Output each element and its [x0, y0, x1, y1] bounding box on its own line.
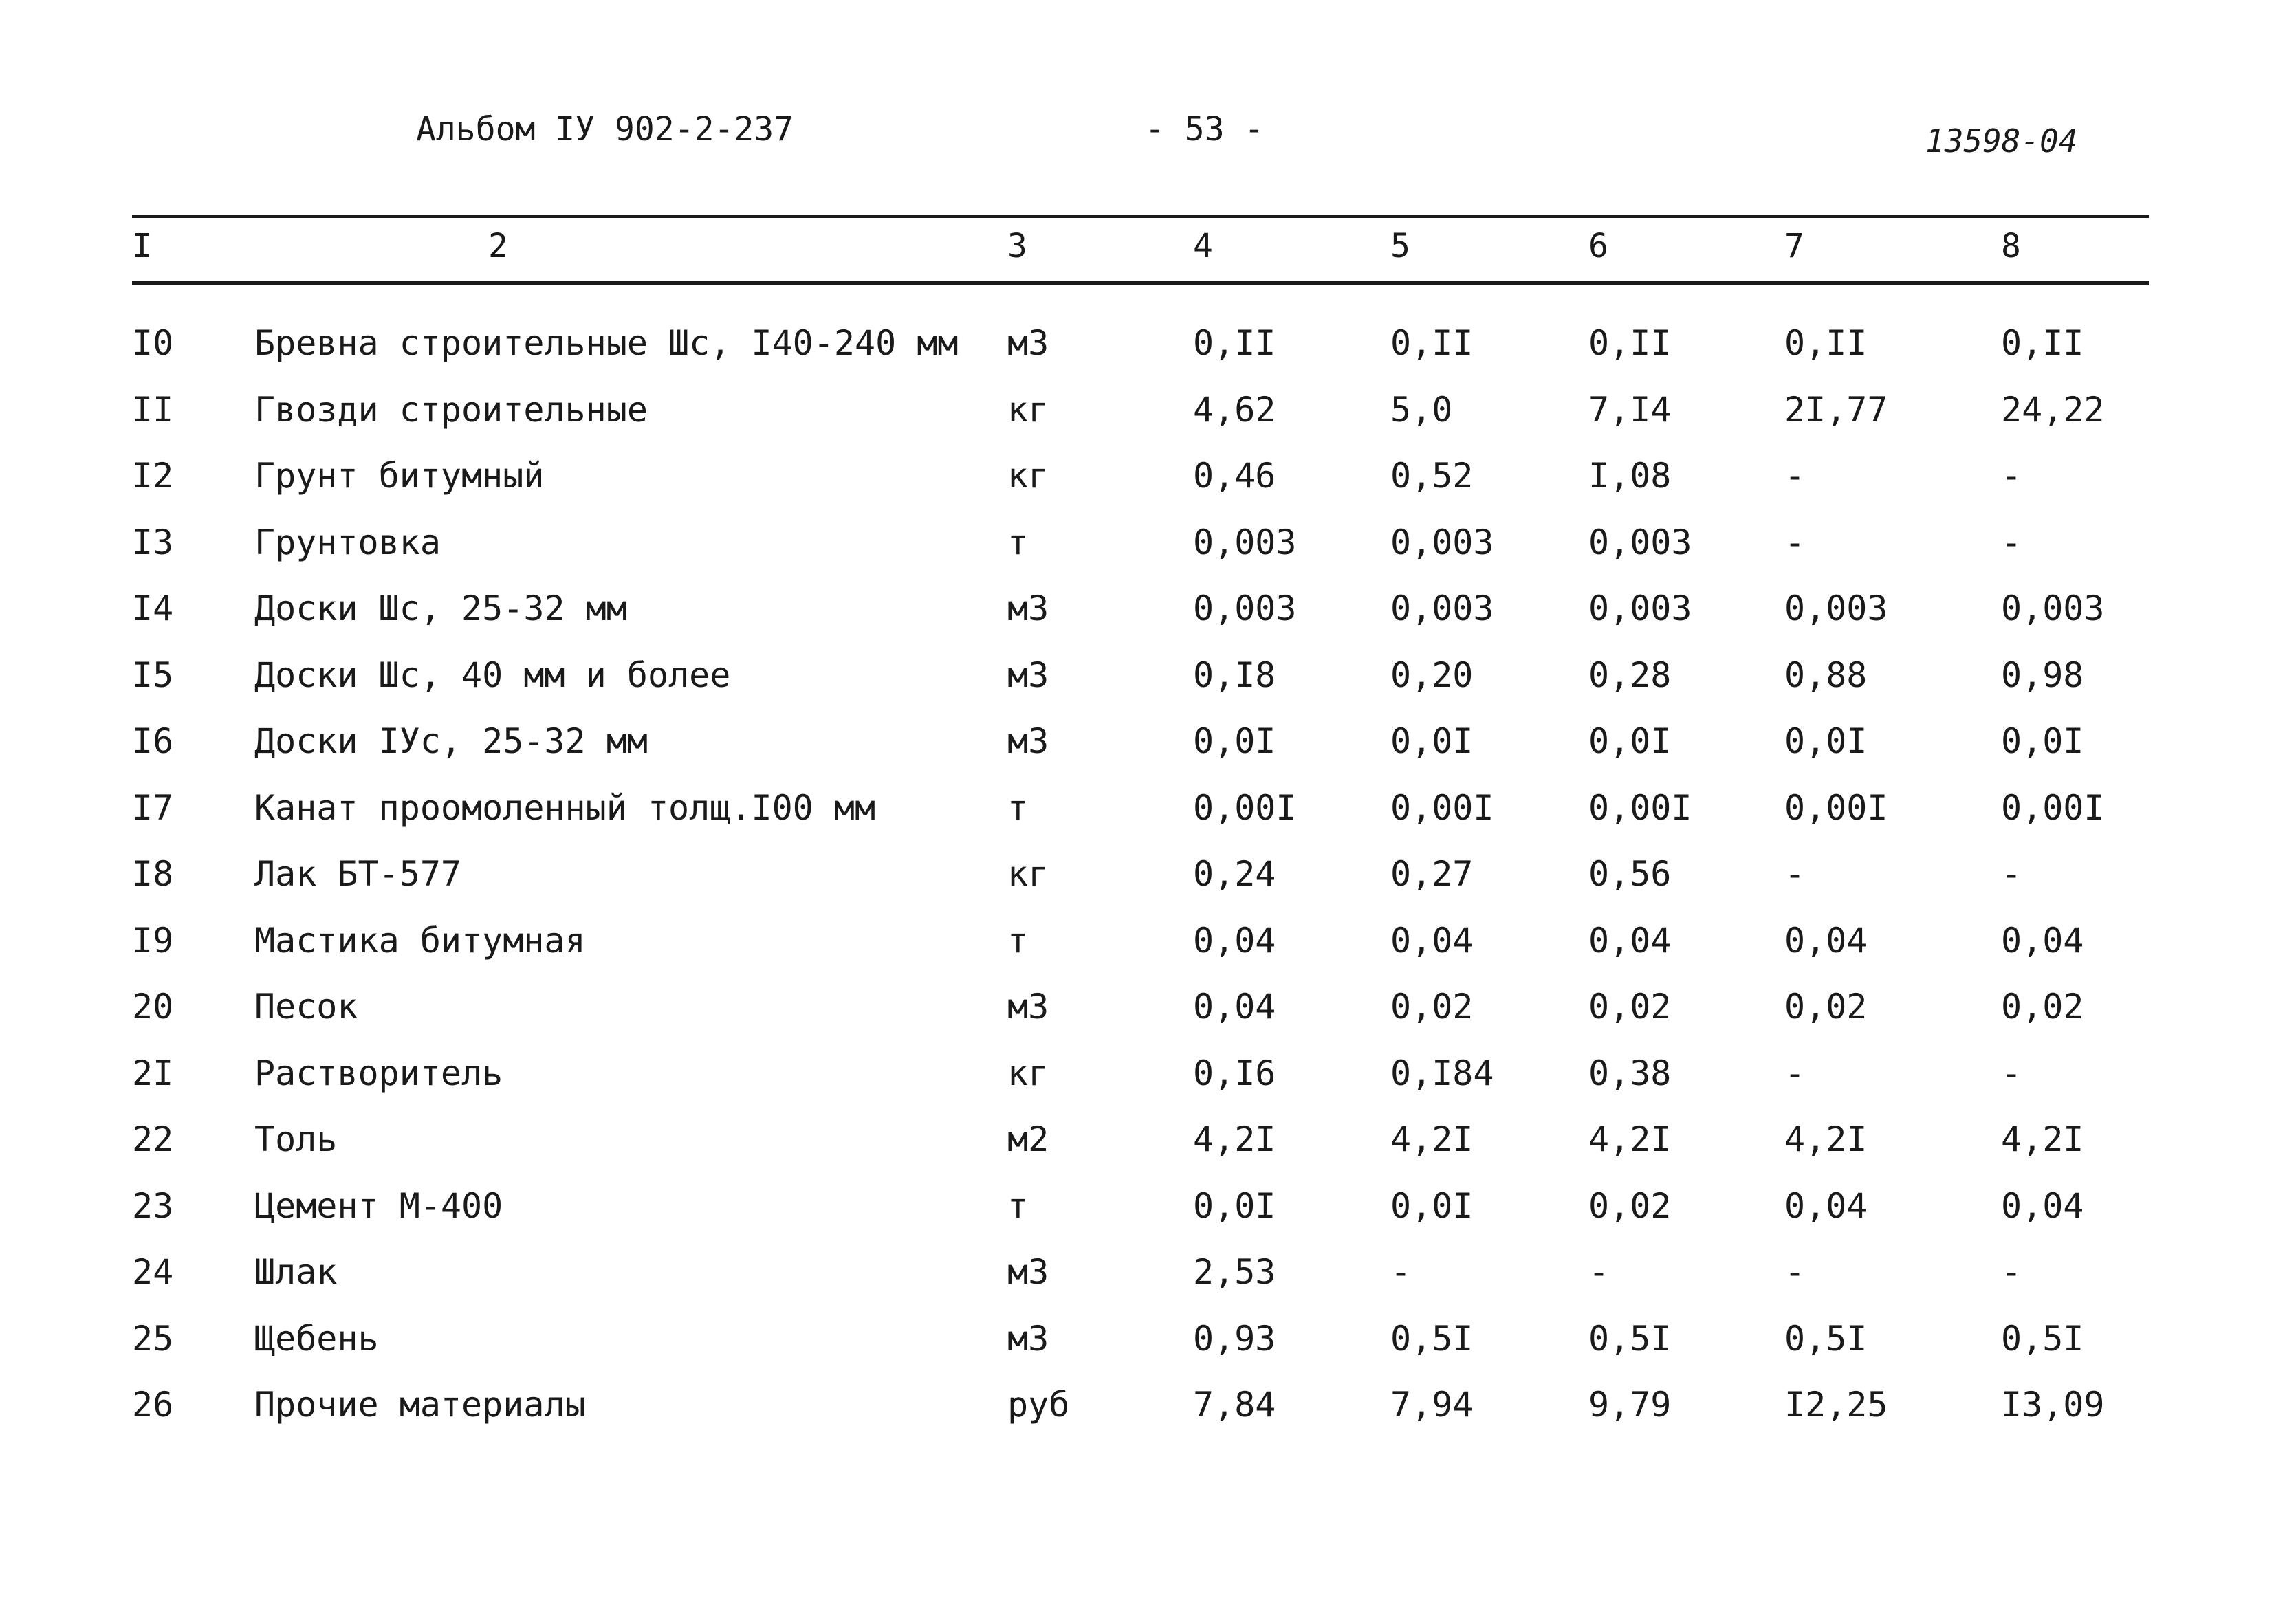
row-number: 2I [132, 1053, 174, 1093]
value-col-8: - [2001, 522, 2022, 562]
row-number: II [132, 389, 174, 430]
row-number: I2 [132, 456, 174, 496]
material-name: Песок [254, 987, 358, 1027]
material-name: Щебень [254, 1318, 379, 1359]
value-col-7: 0,88 [1784, 655, 1868, 695]
value-col-6: 0,003 [1588, 589, 1692, 628]
unit: руб [1007, 1385, 1070, 1425]
value-col-5: 4,2I [1390, 1119, 1474, 1159]
unit: кг [1007, 456, 1049, 496]
value-col-5: 0,0I [1390, 721, 1474, 761]
value-col-4: 0,0I [1193, 721, 1276, 761]
table-row [0, 655, 2274, 722]
value-col-5: 0,27 [1390, 854, 1474, 894]
value-col-4: 4,2I [1193, 1119, 1276, 1159]
value-col-7: 0,II [1784, 323, 1868, 363]
value-col-6: 0,II [1588, 323, 1672, 363]
value-col-4: 0,003 [1193, 522, 1297, 562]
unit: т [1007, 522, 1029, 562]
col-num-7: 7 [1784, 227, 1804, 265]
value-col-6: 7,I4 [1588, 389, 1672, 430]
table-row [0, 1385, 2274, 1451]
unit: м2 [1007, 1119, 1049, 1159]
value-col-6: 0,04 [1588, 920, 1672, 961]
material-name: Лак БТ-577 [254, 854, 462, 894]
value-col-6: - [1588, 1252, 1610, 1292]
value-col-7: 0,02 [1784, 987, 1868, 1027]
unit: м3 [1007, 987, 1049, 1027]
unit: кг [1007, 854, 1049, 894]
material-name: Доски IУс, 25-32 мм [254, 721, 648, 761]
value-col-6: 4,2I [1588, 1119, 1672, 1159]
col-num-3: 3 [1007, 227, 1027, 265]
row-number: I6 [132, 721, 174, 761]
value-col-5: 0,5I [1390, 1318, 1474, 1359]
value-col-5: 0,003 [1390, 589, 1494, 628]
col-num-6: 6 [1588, 227, 1608, 265]
unit: т [1007, 1185, 1029, 1226]
album-title: Альбом IУ 902-2-237 [416, 110, 794, 149]
value-col-4: 0,I8 [1193, 655, 1276, 695]
table-row [0, 1186, 2274, 1253]
value-col-6: 0,0I [1588, 721, 1672, 761]
value-col-8: - [2001, 456, 2022, 496]
col-num-5: 5 [1390, 227, 1410, 265]
value-col-8: 0,98 [2001, 655, 2084, 695]
row-number: 22 [132, 1119, 174, 1159]
unit: м3 [1007, 1318, 1049, 1359]
table-row [0, 721, 2274, 788]
material-name: Гвозди строительные [254, 389, 648, 430]
value-col-5: 0,20 [1390, 655, 1474, 695]
value-col-7: - [1784, 522, 1806, 562]
value-col-8: - [2001, 1053, 2022, 1093]
material-name: Мастика битумная [254, 920, 586, 961]
material-name: Цемент М-400 [254, 1185, 503, 1226]
value-col-8: 0,5I [2001, 1318, 2084, 1359]
value-col-7: 0,0I [1784, 721, 1868, 761]
value-col-5: 0,II [1390, 323, 1474, 363]
row-number: I9 [132, 920, 174, 961]
value-col-4: 0,00I [1193, 787, 1297, 828]
value-col-5: 7,94 [1390, 1385, 1474, 1425]
value-col-7: 4,2I [1784, 1119, 1868, 1159]
value-col-4: 0,0I [1193, 1185, 1276, 1226]
value-col-4: 0,II [1193, 323, 1276, 363]
value-col-6: 0,02 [1588, 1185, 1672, 1226]
value-col-5: 5,0 [1390, 389, 1453, 430]
value-col-4: 0,93 [1193, 1318, 1276, 1359]
material-name: Доски Шс, 25-32 мм [254, 589, 627, 628]
value-col-6: 0,38 [1588, 1053, 1672, 1093]
unit: кг [1007, 1053, 1049, 1093]
value-col-8: 0,02 [2001, 987, 2084, 1027]
value-col-8: - [2001, 1252, 2022, 1292]
value-col-5: 0,0I [1390, 1185, 1474, 1226]
value-col-8: 4,2I [2001, 1119, 2084, 1159]
value-col-5: 0,003 [1390, 522, 1494, 562]
value-col-4: 0,04 [1193, 987, 1276, 1027]
unit: м3 [1007, 589, 1049, 628]
table-row [0, 1252, 2274, 1319]
col-num-4: 4 [1193, 227, 1213, 265]
value-col-8: 24,22 [2001, 389, 2105, 430]
row-number: I8 [132, 854, 174, 894]
value-col-4: 2,53 [1193, 1252, 1276, 1292]
value-col-8: 0,00I [2001, 787, 2105, 828]
header-rule [132, 281, 2149, 285]
value-col-7: - [1784, 1053, 1806, 1093]
material-name: Грунтовка [254, 522, 441, 562]
value-col-4: 7,84 [1193, 1385, 1276, 1425]
table-row [0, 589, 2274, 655]
value-col-6: 0,5I [1588, 1318, 1672, 1359]
column-numbers [0, 227, 2274, 268]
value-col-4: 0,I6 [1193, 1053, 1276, 1093]
value-col-8: 0,04 [2001, 1185, 2084, 1226]
value-col-8: 0,II [2001, 323, 2084, 363]
table-row [0, 1119, 2274, 1186]
row-number: I5 [132, 655, 174, 695]
row-number: 25 [132, 1318, 174, 1359]
table-row [0, 987, 2274, 1053]
value-col-6: 0,28 [1588, 655, 1672, 695]
unit: м3 [1007, 721, 1049, 761]
value-col-8: 0,0I [2001, 721, 2084, 761]
value-col-7: - [1784, 854, 1806, 894]
value-col-7: 0,00I [1784, 787, 1888, 828]
value-col-8: 0,003 [2001, 589, 2105, 628]
value-col-7: 0,5I [1784, 1318, 1868, 1359]
value-col-5: 0,02 [1390, 987, 1474, 1027]
table-row [0, 854, 2274, 921]
col-num-8: 8 [2001, 227, 2021, 265]
material-name: Канат проомоленный толщ.I00 мм [254, 787, 876, 828]
material-name: Растворитель [254, 1053, 503, 1093]
value-col-5: 0,04 [1390, 920, 1474, 961]
table-row [0, 1053, 2274, 1120]
table-row [0, 788, 2274, 855]
table-row [0, 523, 2274, 589]
value-col-5: 0,00I [1390, 787, 1494, 828]
value-col-7: 0,04 [1784, 920, 1868, 961]
unit: м3 [1007, 655, 1049, 695]
top-rule [132, 215, 2149, 218]
value-col-5: - [1390, 1252, 1412, 1292]
value-col-7: 0,04 [1784, 1185, 1868, 1226]
page-number: - 53 - [1145, 110, 1265, 149]
unit: т [1007, 787, 1029, 828]
unit: м3 [1007, 1252, 1049, 1292]
row-number: I4 [132, 589, 174, 628]
value-col-7: 2I,77 [1784, 389, 1888, 430]
value-col-4: 0,04 [1193, 920, 1276, 961]
material-name: Доски Шс, 40 мм и более [254, 655, 731, 695]
col-num-1: I [132, 227, 152, 265]
value-col-8: I3,09 [2001, 1385, 2105, 1425]
value-col-6: 0,003 [1588, 522, 1692, 562]
document-code: 13598-04 [1925, 122, 2078, 160]
value-col-4: 0,46 [1193, 456, 1276, 496]
material-name: Бревна строительные Шс, I40-240 мм [254, 323, 959, 363]
table-row [0, 1319, 2274, 1385]
value-col-6: I,08 [1588, 456, 1672, 496]
table-row [0, 456, 2274, 523]
table-row [0, 390, 2274, 457]
row-number: 23 [132, 1185, 174, 1226]
value-col-7: - [1784, 456, 1806, 496]
col-num-2: 2 [488, 227, 508, 265]
value-col-8: 0,04 [2001, 920, 2084, 961]
material-name: Толь [254, 1119, 338, 1159]
row-number: I0 [132, 323, 174, 363]
unit: т [1007, 920, 1029, 961]
value-col-7: - [1784, 1252, 1806, 1292]
value-col-6: 9,79 [1588, 1385, 1672, 1425]
value-col-6: 0,00I [1588, 787, 1692, 828]
row-number: I3 [132, 522, 174, 562]
value-col-8: - [2001, 854, 2022, 894]
material-name: Шлак [254, 1252, 338, 1292]
row-number: I7 [132, 787, 174, 828]
value-col-4: 4,62 [1193, 389, 1276, 430]
materials-table [0, 323, 2274, 1451]
unit: кг [1007, 389, 1049, 430]
row-number: 24 [132, 1252, 174, 1292]
value-col-4: 0,003 [1193, 589, 1297, 628]
material-name: Прочие материалы [254, 1385, 586, 1425]
material-name: Грунт битумный [254, 456, 545, 496]
value-col-6: 0,02 [1588, 987, 1672, 1027]
value-col-7: I2,25 [1784, 1385, 1888, 1425]
unit: м3 [1007, 323, 1049, 363]
value-col-6: 0,56 [1588, 854, 1672, 894]
row-number: 20 [132, 987, 174, 1027]
value-col-5: 0,52 [1390, 456, 1474, 496]
value-col-4: 0,24 [1193, 854, 1276, 894]
table-row [0, 921, 2274, 987]
row-number: 26 [132, 1385, 174, 1425]
value-col-5: 0,I84 [1390, 1053, 1494, 1093]
table-row [0, 323, 2274, 390]
value-col-7: 0,003 [1784, 589, 1888, 628]
